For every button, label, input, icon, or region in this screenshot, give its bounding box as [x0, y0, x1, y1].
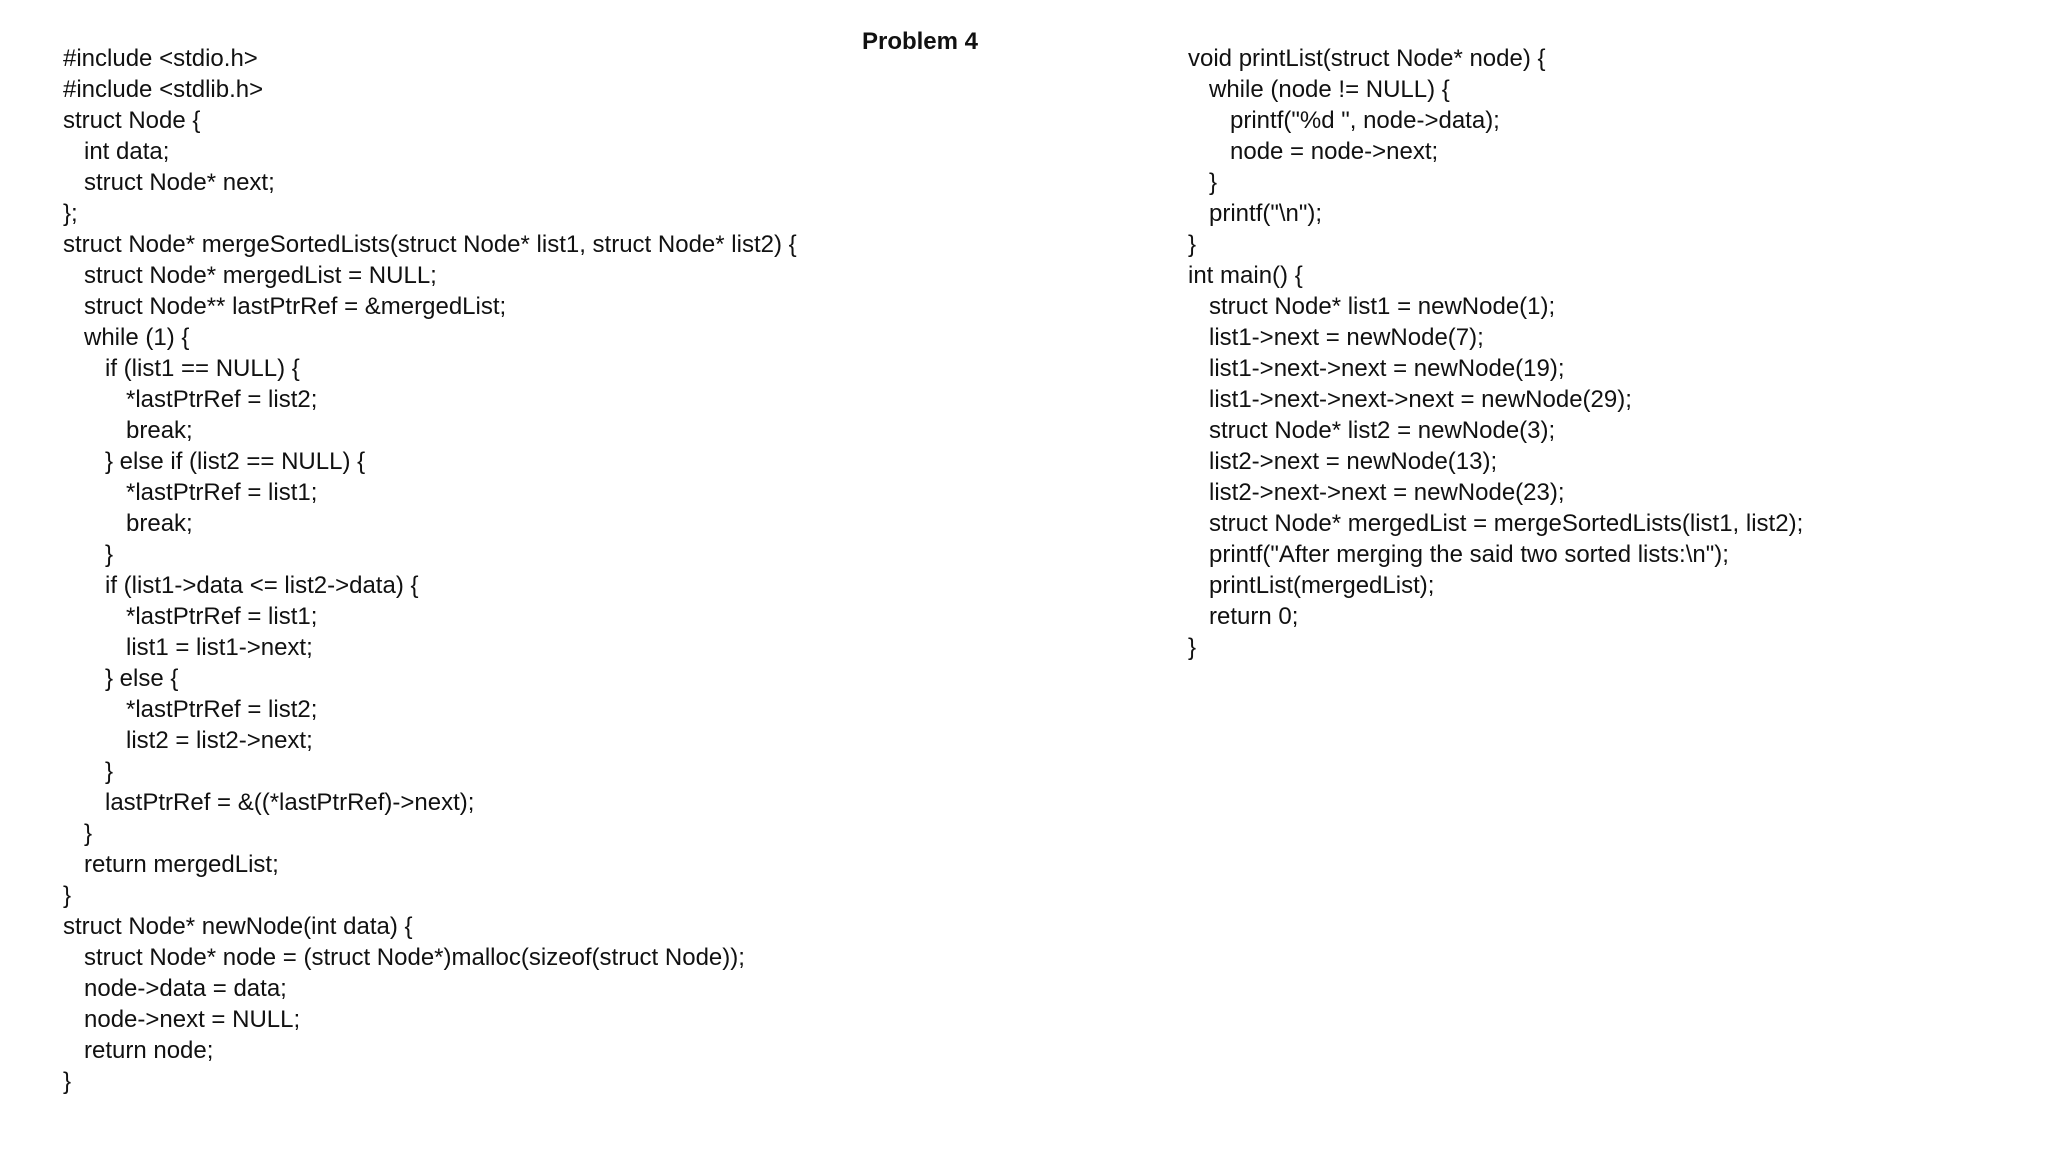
code-line: struct Node* mergedList = mergeSortedLists(list1, list2);: [1209, 510, 1804, 537]
code-line: *lastPtrRef = list1;: [126, 603, 318, 630]
code-line: list2 = list2->next;: [126, 727, 313, 754]
code-line: } else {: [105, 665, 179, 692]
code-line: return mergedList;: [84, 851, 279, 878]
code-line: printList(mergedList);: [1209, 572, 1435, 599]
code-line: list1->next = newNode(7);: [1209, 324, 1484, 351]
code-line: return 0;: [1209, 603, 1299, 630]
code-line: void printList(struct Node* node) {: [1188, 45, 1546, 72]
code-line: struct Node* list1 = newNode(1);: [1209, 293, 1556, 320]
code-line: }: [1188, 634, 1197, 661]
code-line: struct Node* node = (struct Node*)malloc(sizeof(struct Node));: [84, 944, 745, 971]
code-line: break;: [126, 510, 193, 537]
code-line: #include <stdlib.h>: [63, 76, 264, 103]
code-line: }: [105, 758, 114, 785]
code-line: struct Node* mergedList = NULL;: [84, 262, 437, 289]
code-line: break;: [126, 417, 193, 444]
code-block-left: [63, 43, 797, 1097]
code-line: }: [1209, 169, 1218, 196]
code-line: struct Node {: [63, 107, 201, 134]
code-line: list2->next->next = newNode(23);: [1209, 479, 1565, 506]
code-block-right: [1188, 43, 1803, 663]
code-line: }: [63, 1068, 72, 1095]
code-line: }: [84, 820, 93, 847]
code-line: list1->next->next->next = newNode(29);: [1209, 386, 1632, 413]
code-line: node = node->next;: [1230, 138, 1439, 165]
code-line: struct Node* mergeSortedLists(struct Node* list1, struct Node* list2) {: [63, 231, 797, 258]
code-line: while (1) {: [84, 324, 190, 351]
code-line: int data;: [84, 138, 170, 165]
code-line: struct Node* list2 = newNode(3);: [1209, 417, 1556, 444]
code-line: while (node != NULL) {: [1209, 76, 1450, 103]
code-line: int main() {: [1188, 262, 1303, 289]
code-line: lastPtrRef = &((*lastPtrRef)->next);: [105, 789, 475, 816]
code-line: return node;: [84, 1037, 214, 1064]
code-line: node->data = data;: [84, 975, 287, 1002]
code-line: }: [63, 882, 72, 909]
code-line: }: [105, 541, 114, 568]
code-line: list1->next->next = newNode(19);: [1209, 355, 1565, 382]
code-line: } else if (list2 == NULL) {: [105, 448, 366, 475]
code-line: list2->next = newNode(13);: [1209, 448, 1498, 475]
code-line: printf("%d ", node->data);: [1230, 107, 1500, 134]
code-line: struct Node* next;: [84, 169, 275, 196]
code-line: list1 = list1->next;: [126, 634, 313, 661]
code-line: *lastPtrRef = list2;: [126, 386, 318, 413]
code-line: struct Node** lastPtrRef = &mergedList;: [84, 293, 507, 320]
code-line: if (list1 == NULL) {: [105, 355, 300, 382]
page-title: Problem 4: [861, 28, 979, 55]
code-line: *lastPtrRef = list2;: [126, 696, 318, 723]
code-line: struct Node* newNode(int data) {: [63, 913, 413, 940]
code-line: };: [63, 200, 78, 227]
code-line: printf("\n");: [1209, 200, 1323, 227]
code-line: *lastPtrRef = list1;: [126, 479, 318, 506]
code-line: node->next = NULL;: [84, 1006, 301, 1033]
code-line: #include <stdio.h>: [63, 45, 258, 72]
code-line: printf("After merging the said two sorted lists:\n");: [1209, 541, 1729, 568]
code-line: if (list1->data <= list2->data) {: [105, 572, 419, 599]
code-line: }: [1188, 231, 1197, 258]
